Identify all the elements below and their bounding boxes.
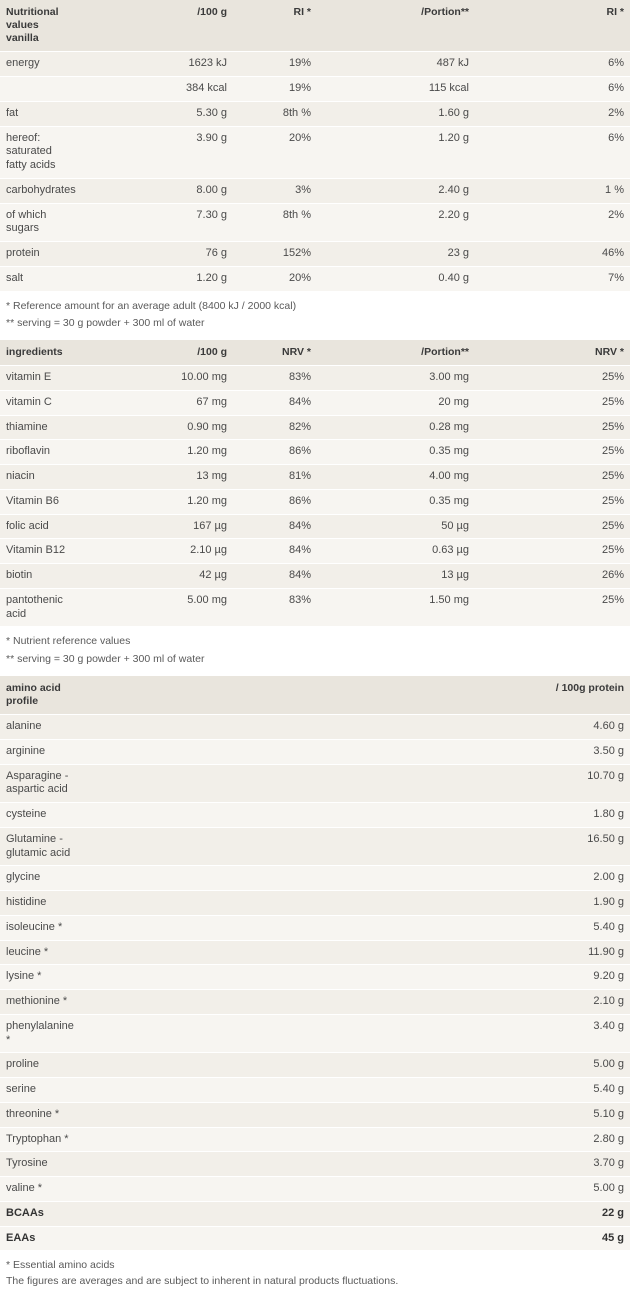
row-ri-portion: 6% [475,52,630,77]
row-value: 16.50 g [78,827,630,866]
row-value-100g: 1.20 g [78,266,233,291]
row-value: 2.10 g [78,990,630,1015]
column-header-per-100g: /100 g [78,340,233,366]
table-row [0,1053,630,1078]
row-ri-100g: 20% [233,266,317,291]
row-label: riboflavin [0,440,78,465]
row-value-portion: 0.40 g [317,266,475,291]
row-value-portion: 50 µg [317,514,475,539]
column-header-ri-100g: RI * [233,0,317,52]
row-nrv-portion: 25% [475,366,630,391]
row-value: 45 g [78,1226,630,1251]
row-label: histidine [0,891,78,916]
row-value-100g: 3.90 g [78,126,233,178]
row-value-100g: 384 kcal [78,77,233,102]
row-value: 1.80 g [78,803,630,828]
ingredients-table [0,340,630,627]
note-nrv: * Nutrient reference values [6,635,131,648]
row-ri-100g: 19% [233,77,317,102]
row-value-100g: 67 mg [78,390,233,415]
table-row [0,1201,630,1226]
row-value-portion: 20 mg [317,390,475,415]
row-nrv-portion: 25% [475,440,630,465]
row-nrv-100g: 82% [233,415,317,440]
row-label: Asparagine - aspartic acid [0,764,78,803]
row-value-100g: 2.10 µg [78,539,233,564]
row-label: hereof: saturated fatty acids [0,126,78,178]
row-label: niacin [0,465,78,490]
table-header-row [0,340,630,366]
column-header-amino-acid-profile: amino acid profile [0,676,78,715]
row-label: Glutamine - glutamic acid [0,827,78,866]
row-value-portion: 2.40 g [317,178,475,203]
footnote-essential-amino-acids: * Essential amino acids [6,1259,115,1272]
column-header-per-100g-protein: / 100g protein [78,676,630,715]
column-header-per-100g: /100 g [78,0,233,52]
row-label [0,77,78,102]
row-nrv-portion: 25% [475,539,630,564]
table-header-row [0,0,630,52]
table-header-row [0,676,630,715]
row-label: phenylalanine * [0,1014,78,1053]
row-label: EAAs [0,1226,78,1251]
table-row [0,1177,630,1202]
table-row [0,514,630,539]
row-nrv-100g: 83% [233,366,317,391]
row-nrv-100g: 84% [233,390,317,415]
row-value-100g: 76 g [78,242,233,267]
row-ri-100g: 20% [233,126,317,178]
row-value-100g: 7.30 g [78,203,233,242]
row-label: valine * [0,1177,78,1202]
ingredients-notes [0,627,630,669]
amino-acid-profile-table [0,676,630,1252]
row-label: thiamine [0,415,78,440]
table-row [0,489,630,514]
row-label: serine [0,1078,78,1103]
row-value-portion: 13 µg [317,564,475,589]
row-label: pantothenic acid [0,588,78,627]
row-value-portion: 0.35 mg [317,440,475,465]
row-value: 4.60 g [78,715,630,740]
row-label: Tryptophan * [0,1127,78,1152]
row-value: 5.10 g [78,1102,630,1127]
row-nrv-100g: 84% [233,539,317,564]
row-value: 3.50 g [78,739,630,764]
row-label: biotin [0,564,78,589]
row-nrv-100g: 84% [233,514,317,539]
column-header-nrv-portion: NRV * [475,340,630,366]
row-value: 22 g [78,1201,630,1226]
row-ri-portion: 2% [475,101,630,126]
row-value-100g: 1623 kJ [78,52,233,77]
table-row [0,965,630,990]
row-value-portion: 4.00 mg [317,465,475,490]
row-value-100g: 5.00 mg [78,588,233,627]
ingredients-body [0,340,630,627]
row-value: 5.40 g [78,915,630,940]
row-value: 3.40 g [78,1014,630,1053]
amino-acid-body [0,676,630,1251]
row-nrv-portion: 25% [475,588,630,627]
table-row [0,764,630,803]
column-header-per-portion: /Portion** [317,0,475,52]
table-row [0,126,630,178]
table-row [0,739,630,764]
row-label: protein [0,242,78,267]
row-nrv-100g: 81% [233,465,317,490]
table-row [0,1078,630,1103]
row-value-portion: 1.20 g [317,126,475,178]
row-label: vitamin E [0,366,78,391]
row-nrv-100g: 86% [233,440,317,465]
table-row [0,101,630,126]
row-nrv-portion: 25% [475,514,630,539]
column-header-title: Nutritional values vanilla [0,0,78,52]
note-serving: ** serving = 30 g powder + 300 ml of water [6,652,205,665]
row-value: 3.70 g [78,1152,630,1177]
row-label: alanine [0,715,78,740]
table-row [0,415,630,440]
table-row [0,1127,630,1152]
row-label: methionine * [0,990,78,1015]
row-label: salt [0,266,78,291]
row-value: 5.00 g [78,1177,630,1202]
row-value-portion: 2.20 g [317,203,475,242]
table-row [0,203,630,242]
row-value-100g: 10.00 mg [78,366,233,391]
row-value-100g: 42 µg [78,564,233,589]
row-value-portion: 1.50 mg [317,588,475,627]
table-row [0,827,630,866]
nutritional-values-table [0,0,630,292]
row-value-100g: 1.20 mg [78,440,233,465]
row-ri-100g: 8th % [233,203,317,242]
table-row [0,178,630,203]
row-nrv-portion: 26% [475,564,630,589]
row-ri-portion: 1 % [475,178,630,203]
table-row [0,1014,630,1053]
row-value: 9.20 g [78,965,630,990]
table-row [0,52,630,77]
table-row [0,564,630,589]
row-value: 11.90 g [78,940,630,965]
nutritional-values-body [0,0,630,291]
table-row [0,1152,630,1177]
row-value-portion: 487 kJ [317,52,475,77]
row-nrv-100g: 86% [233,489,317,514]
row-label: BCAAs [0,1201,78,1226]
row-ri-100g: 8th % [233,101,317,126]
table-row [0,891,630,916]
row-label: vitamin C [0,390,78,415]
row-label: threonine * [0,1102,78,1127]
row-label: folic acid [0,514,78,539]
column-header-ri-portion: RI * [475,0,630,52]
table-row [0,390,630,415]
row-value-100g: 0.90 mg [78,415,233,440]
row-nrv-100g: 83% [233,588,317,627]
row-ri-100g: 152% [233,242,317,267]
row-nrv-portion: 25% [475,415,630,440]
document-footnotes [0,1251,630,1300]
table-row [0,1226,630,1251]
row-label: proline [0,1053,78,1078]
row-label: lysine * [0,965,78,990]
row-value: 5.00 g [78,1053,630,1078]
row-value: 2.00 g [78,866,630,891]
row-value-portion: 115 kcal [317,77,475,102]
row-value-portion: 3.00 mg [317,366,475,391]
row-value-100g: 167 µg [78,514,233,539]
row-label: Tyrosine [0,1152,78,1177]
row-label: cysteine [0,803,78,828]
row-nrv-portion: 25% [475,465,630,490]
row-ri-portion: 6% [475,126,630,178]
table-row [0,803,630,828]
table-row [0,77,630,102]
row-value-100g: 13 mg [78,465,233,490]
row-nrv-portion: 25% [475,390,630,415]
row-label: glycine [0,866,78,891]
row-label: of which sugars [0,203,78,242]
row-label: Vitamin B6 [0,489,78,514]
row-nrv-portion: 25% [475,489,630,514]
row-value: 5.40 g [78,1078,630,1103]
table-row [0,366,630,391]
table-row [0,539,630,564]
note-serving: ** serving = 30 g powder + 300 ml of water [6,316,205,329]
row-value-100g: 5.30 g [78,101,233,126]
note-reference-amount: * Reference amount for an average adult (8400 kJ / 2000 kcal) [6,299,297,312]
row-value-portion: 0.28 mg [317,415,475,440]
row-label: energy [0,52,78,77]
table-row [0,990,630,1015]
row-value: 10.70 g [78,764,630,803]
row-value-portion: 0.63 µg [317,539,475,564]
table-row [0,1102,630,1127]
footnote-averages: The figures are averages and are subject to inherent in natural products fluctuations. [6,1275,399,1288]
table-row [0,465,630,490]
table-row [0,242,630,267]
row-value-100g: 1.20 mg [78,489,233,514]
row-ri-100g: 3% [233,178,317,203]
table-row [0,440,630,465]
column-header-per-portion: /Portion** [317,340,475,366]
table-row [0,915,630,940]
row-label: Vitamin B12 [0,539,78,564]
row-value: 2.80 g [78,1127,630,1152]
table-row [0,266,630,291]
column-header-ingredients: ingredients [0,340,78,366]
row-nrv-100g: 84% [233,564,317,589]
row-ri-portion: 46% [475,242,630,267]
table-row [0,588,630,627]
row-label: isoleucine * [0,915,78,940]
row-label: carbohydrates [0,178,78,203]
row-ri-portion: 2% [475,203,630,242]
row-label: arginine [0,739,78,764]
row-ri-portion: 7% [475,266,630,291]
row-ri-portion: 6% [475,77,630,102]
row-label: leucine * [0,940,78,965]
table-row [0,866,630,891]
nutritional-notes [0,292,630,334]
table-row [0,940,630,965]
row-value-portion: 23 g [317,242,475,267]
row-value-portion: 0.35 mg [317,489,475,514]
column-header-nrv-100g: NRV * [233,340,317,366]
row-value-portion: 1.60 g [317,101,475,126]
row-value-100g: 8.00 g [78,178,233,203]
row-value: 1.90 g [78,891,630,916]
row-ri-100g: 19% [233,52,317,77]
row-label: fat [0,101,78,126]
table-row [0,715,630,740]
